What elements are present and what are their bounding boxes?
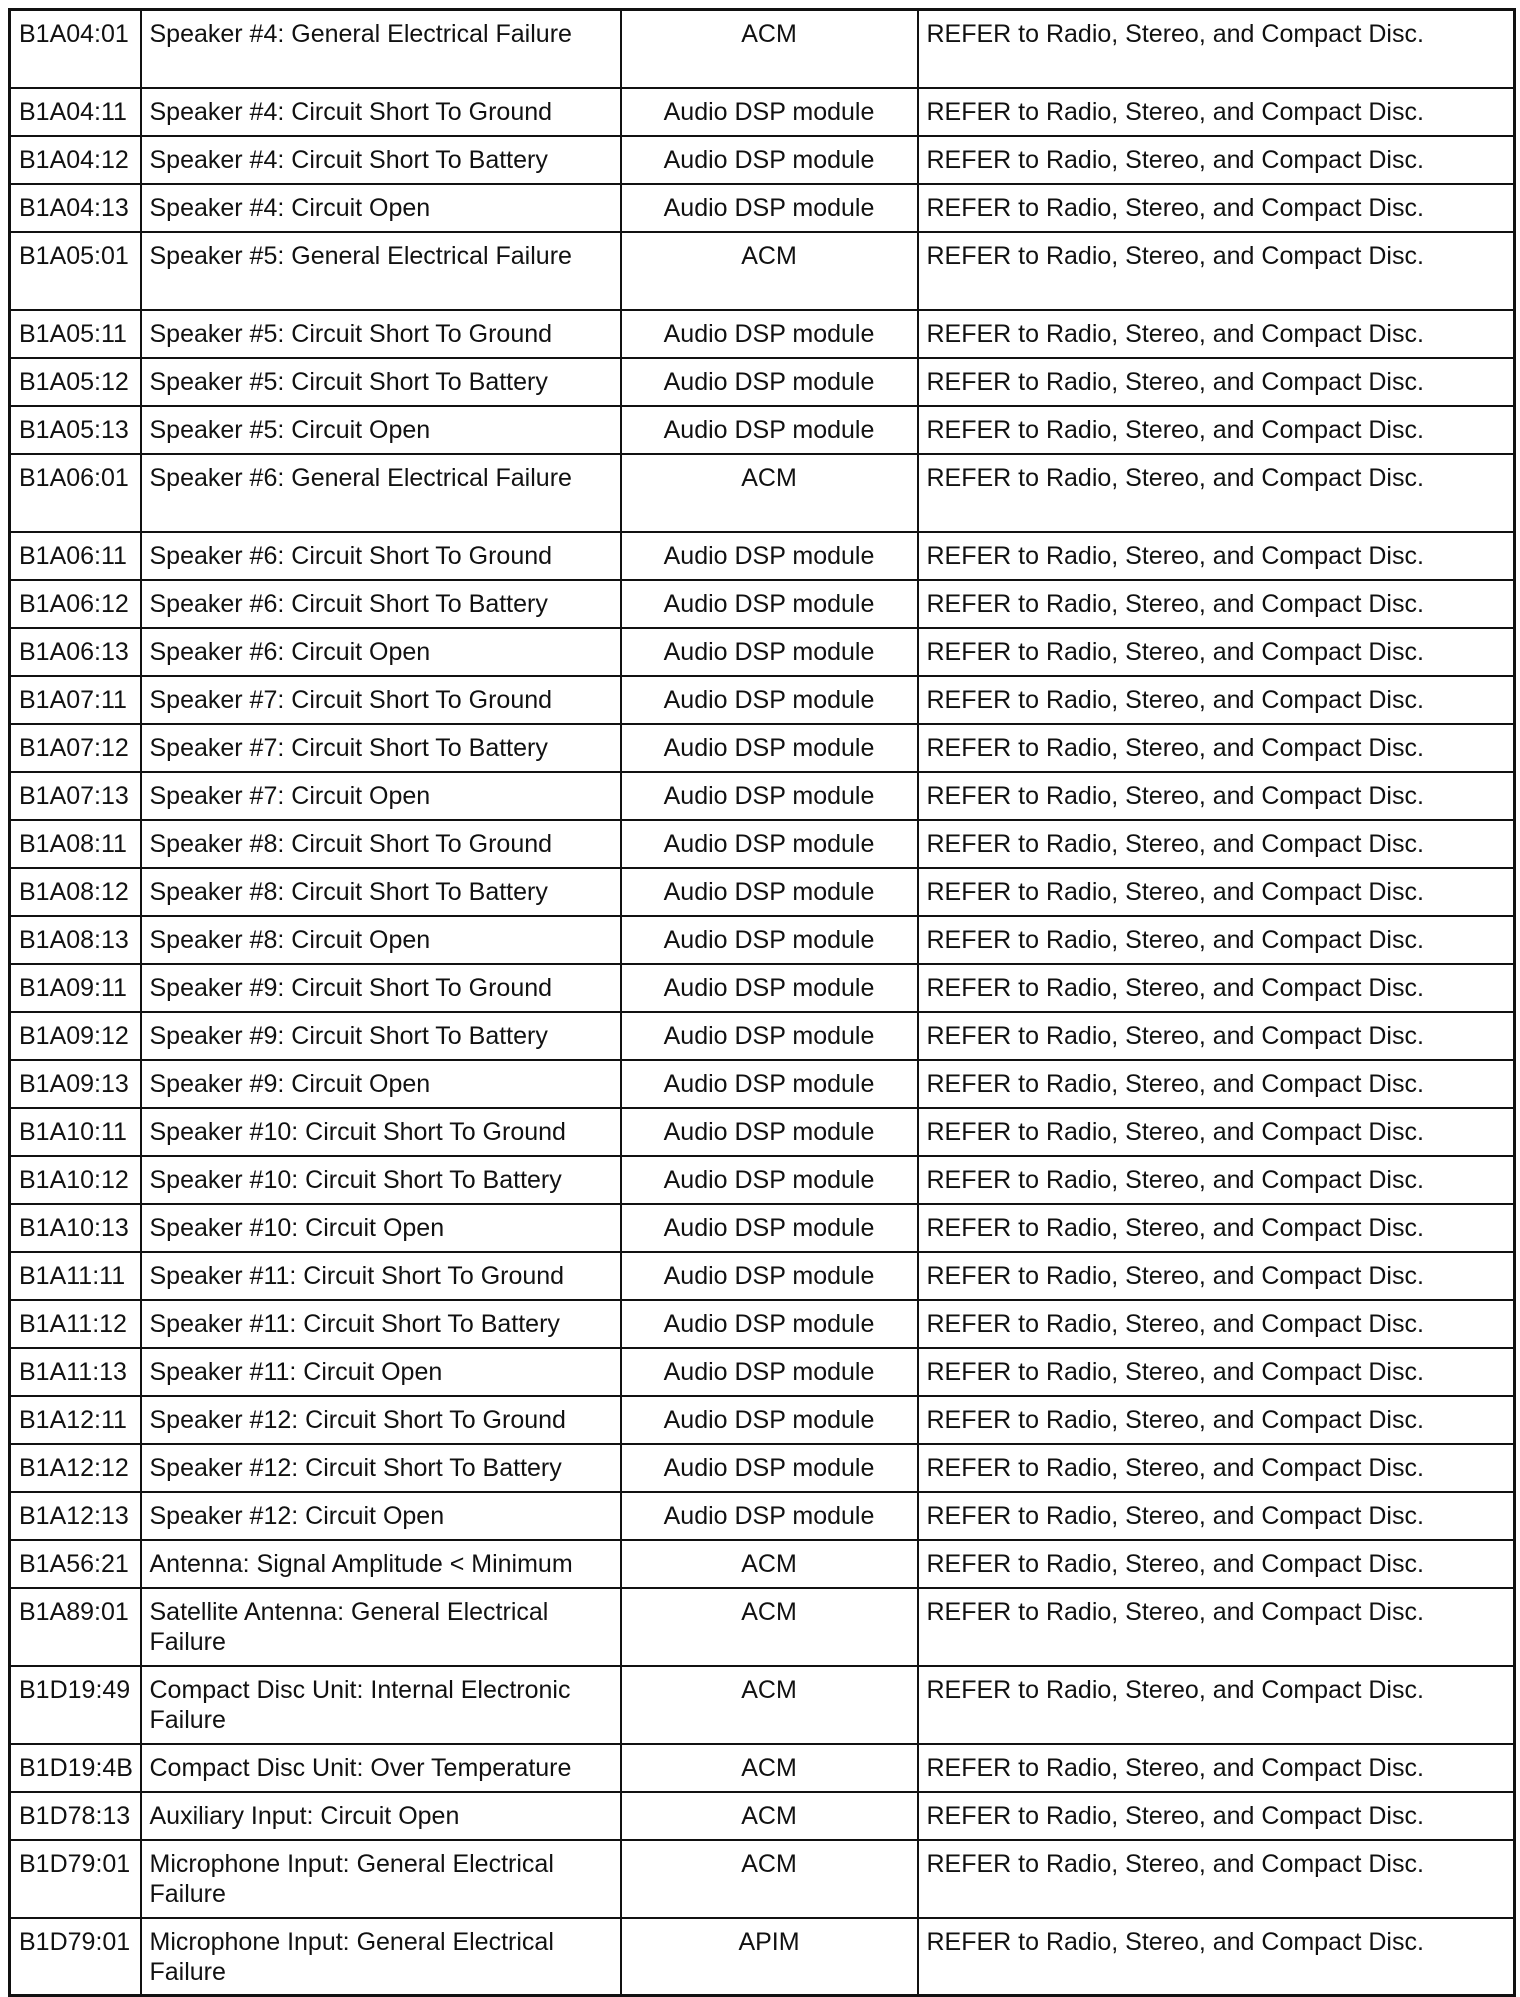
dtc-module-cell: Audio DSP module	[621, 1012, 918, 1060]
dtc-code-cell: B1D79:01	[10, 1918, 141, 1996]
dtc-module-cell: Audio DSP module	[621, 1204, 918, 1252]
table-row	[10, 88, 1515, 136]
dtc-code-cell: B1A05:11	[10, 310, 141, 358]
table-row	[10, 724, 1515, 772]
table-row	[10, 1348, 1515, 1396]
dtc-description-cell: Speaker #8: Circuit Short To Ground	[141, 820, 621, 868]
dtc-description-cell: Speaker #6: Circuit Open	[141, 628, 621, 676]
dtc-module-cell: ACM	[621, 1540, 918, 1588]
dtc-code-cell: B1A11:13	[10, 1348, 141, 1396]
dtc-action-cell: REFER to Radio, Stereo, and Compact Disc.	[918, 1012, 1515, 1060]
table-row	[10, 628, 1515, 676]
dtc-module-cell: ACM	[621, 232, 918, 310]
dtc-description-cell: Speaker #4: Circuit Short To Battery	[141, 136, 621, 184]
dtc-code-cell: B1A04:12	[10, 136, 141, 184]
dtc-code-cell: B1A12:11	[10, 1396, 141, 1444]
dtc-code-cell: B1A04:11	[10, 88, 141, 136]
table-row	[10, 772, 1515, 820]
dtc-action-cell: REFER to Radio, Stereo, and Compact Disc.	[918, 868, 1515, 916]
table-row	[10, 1744, 1515, 1792]
dtc-module-cell: ACM	[621, 1588, 918, 1666]
dtc-code-cell: B1A04:01	[10, 10, 141, 88]
dtc-code-cell: B1A10:12	[10, 1156, 141, 1204]
dtc-code-cell: B1A06:01	[10, 454, 141, 532]
dtc-module-cell: Audio DSP module	[621, 676, 918, 724]
dtc-module-cell: Audio DSP module	[621, 310, 918, 358]
dtc-description-cell: Speaker #11: Circuit Open	[141, 1348, 621, 1396]
dtc-description-cell: Speaker #9: Circuit Short To Ground	[141, 964, 621, 1012]
dtc-code-cell: B1A10:13	[10, 1204, 141, 1252]
dtc-action-cell: REFER to Radio, Stereo, and Compact Disc.	[918, 1666, 1515, 1744]
table-row	[10, 676, 1515, 724]
dtc-module-cell: Audio DSP module	[621, 184, 918, 232]
table-row	[10, 1588, 1515, 1666]
dtc-action-cell: REFER to Radio, Stereo, and Compact Disc.	[918, 88, 1515, 136]
dtc-action-cell: REFER to Radio, Stereo, and Compact Disc.	[918, 676, 1515, 724]
dtc-code-cell: B1A12:13	[10, 1492, 141, 1540]
dtc-action-cell: REFER to Radio, Stereo, and Compact Disc.	[918, 406, 1515, 454]
dtc-code-cell: B1D19:4B	[10, 1744, 141, 1792]
dtc-action-cell: REFER to Radio, Stereo, and Compact Disc.	[918, 1792, 1515, 1840]
table-row	[10, 1204, 1515, 1252]
dtc-action-cell: REFER to Radio, Stereo, and Compact Disc.	[918, 1108, 1515, 1156]
dtc-description-cell: Antenna: Signal Amplitude < Minimum	[141, 1540, 621, 1588]
dtc-code-cell: B1A07:13	[10, 772, 141, 820]
dtc-code-cell: B1A09:12	[10, 1012, 141, 1060]
table-row	[10, 1444, 1515, 1492]
dtc-description-cell: Microphone Input: General Electrical Failure	[141, 1840, 621, 1918]
dtc-action-cell: REFER to Radio, Stereo, and Compact Disc.	[918, 310, 1515, 358]
dtc-module-cell: Audio DSP module	[621, 358, 918, 406]
table-row	[10, 454, 1515, 532]
dtc-module-cell: Audio DSP module	[621, 724, 918, 772]
dtc-code-cell: B1A10:11	[10, 1108, 141, 1156]
dtc-module-cell: ACM	[621, 1840, 918, 1918]
table-row	[10, 1666, 1515, 1744]
dtc-code-cell: B1A11:11	[10, 1252, 141, 1300]
table-row	[10, 184, 1515, 232]
dtc-action-cell: REFER to Radio, Stereo, and Compact Disc.	[918, 10, 1515, 88]
dtc-action-cell: REFER to Radio, Stereo, and Compact Disc.	[918, 1918, 1515, 1996]
dtc-module-cell: Audio DSP module	[621, 1252, 918, 1300]
table-row	[10, 1396, 1515, 1444]
dtc-code-cell: B1A07:12	[10, 724, 141, 772]
dtc-description-cell: Auxiliary Input: Circuit Open	[141, 1792, 621, 1840]
dtc-module-cell: Audio DSP module	[621, 406, 918, 454]
dtc-code-cell: B1A09:11	[10, 964, 141, 1012]
dtc-description-cell: Speaker #4: General Electrical Failure	[141, 10, 621, 88]
dtc-action-cell: REFER to Radio, Stereo, and Compact Disc.	[918, 184, 1515, 232]
dtc-module-cell: Audio DSP module	[621, 1156, 918, 1204]
dtc-description-cell: Speaker #8: Circuit Short To Battery	[141, 868, 621, 916]
dtc-action-cell: REFER to Radio, Stereo, and Compact Disc.	[918, 1156, 1515, 1204]
table-row	[10, 1012, 1515, 1060]
table-row	[10, 406, 1515, 454]
dtc-code-cell: B1A08:11	[10, 820, 141, 868]
dtc-action-cell: REFER to Radio, Stereo, and Compact Disc.	[918, 724, 1515, 772]
dtc-action-cell: REFER to Radio, Stereo, and Compact Disc.	[918, 454, 1515, 532]
dtc-module-cell: Audio DSP module	[621, 916, 918, 964]
dtc-code-cell: B1A06:13	[10, 628, 141, 676]
dtc-module-cell: Audio DSP module	[621, 1444, 918, 1492]
dtc-module-cell: Audio DSP module	[621, 1300, 918, 1348]
dtc-description-cell: Speaker #10: Circuit Short To Ground	[141, 1108, 621, 1156]
dtc-description-cell: Satellite Antenna: General Electrical Failure	[141, 1588, 621, 1666]
table-row	[10, 1540, 1515, 1588]
dtc-code-cell: B1D78:13	[10, 1792, 141, 1840]
dtc-module-cell: Audio DSP module	[621, 868, 918, 916]
dtc-action-cell: REFER to Radio, Stereo, and Compact Disc.	[918, 964, 1515, 1012]
dtc-code-cell: B1D19:49	[10, 1666, 141, 1744]
table-row	[10, 964, 1515, 1012]
table-row	[10, 1060, 1515, 1108]
dtc-description-cell: Speaker #9: Circuit Short To Battery	[141, 1012, 621, 1060]
table-row	[10, 1252, 1515, 1300]
dtc-description-cell: Speaker #7: Circuit Short To Ground	[141, 676, 621, 724]
dtc-action-cell: REFER to Radio, Stereo, and Compact Disc.	[918, 1744, 1515, 1792]
dtc-module-cell: ACM	[621, 10, 918, 88]
dtc-action-cell: REFER to Radio, Stereo, and Compact Disc.	[918, 1300, 1515, 1348]
table-row	[10, 1792, 1515, 1840]
dtc-code-cell: B1D79:01	[10, 1840, 141, 1918]
table-row	[10, 1492, 1515, 1540]
table-row	[10, 532, 1515, 580]
dtc-module-cell: Audio DSP module	[621, 1492, 918, 1540]
dtc-description-cell: Speaker #5: Circuit Short To Battery	[141, 358, 621, 406]
dtc-description-cell: Speaker #5: Circuit Short To Ground	[141, 310, 621, 358]
table-row	[10, 916, 1515, 964]
dtc-action-cell: REFER to Radio, Stereo, and Compact Disc.	[918, 232, 1515, 310]
dtc-action-cell: REFER to Radio, Stereo, and Compact Disc.	[918, 1492, 1515, 1540]
dtc-description-cell: Speaker #4: Circuit Short To Ground	[141, 88, 621, 136]
dtc-module-cell: Audio DSP module	[621, 964, 918, 1012]
dtc-code-cell: B1A08:12	[10, 868, 141, 916]
table-row	[10, 358, 1515, 406]
dtc-description-cell: Speaker #6: Circuit Short To Ground	[141, 532, 621, 580]
dtc-description-cell: Speaker #7: Circuit Open	[141, 772, 621, 820]
dtc-module-cell: Audio DSP module	[621, 1396, 918, 1444]
dtc-action-cell: REFER to Radio, Stereo, and Compact Disc.	[918, 1540, 1515, 1588]
dtc-code-cell: B1A07:11	[10, 676, 141, 724]
dtc-action-cell: REFER to Radio, Stereo, and Compact Disc.	[918, 1204, 1515, 1252]
dtc-module-cell: Audio DSP module	[621, 580, 918, 628]
dtc-action-cell: REFER to Radio, Stereo, and Compact Disc.	[918, 1588, 1515, 1666]
dtc-description-cell: Speaker #5: General Electrical Failure	[141, 232, 621, 310]
dtc-module-cell: Audio DSP module	[621, 772, 918, 820]
dtc-module-cell: ACM	[621, 1666, 918, 1744]
dtc-action-cell: REFER to Radio, Stereo, and Compact Disc.	[918, 580, 1515, 628]
dtc-description-cell: Speaker #10: Circuit Short To Battery	[141, 1156, 621, 1204]
dtc-code-cell: B1A05:01	[10, 232, 141, 310]
dtc-code-cell: B1A05:12	[10, 358, 141, 406]
dtc-description-cell: Speaker #12: Circuit Short To Battery	[141, 1444, 621, 1492]
dtc-code-cell: B1A11:12	[10, 1300, 141, 1348]
dtc-action-cell: REFER to Radio, Stereo, and Compact Disc.	[918, 136, 1515, 184]
dtc-action-cell: REFER to Radio, Stereo, and Compact Disc.	[918, 628, 1515, 676]
dtc-description-cell: Compact Disc Unit: Over Temperature	[141, 1744, 621, 1792]
dtc-description-cell: Microphone Input: General Electrical Failure	[141, 1918, 621, 1996]
dtc-code-cell: B1A56:21	[10, 1540, 141, 1588]
dtc-module-cell: Audio DSP module	[621, 628, 918, 676]
dtc-module-cell: Audio DSP module	[621, 88, 918, 136]
dtc-action-cell: REFER to Radio, Stereo, and Compact Disc.	[918, 1348, 1515, 1396]
table-row	[10, 868, 1515, 916]
table-row	[10, 1156, 1515, 1204]
dtc-action-cell: REFER to Radio, Stereo, and Compact Disc.	[918, 1444, 1515, 1492]
dtc-description-cell: Speaker #7: Circuit Short To Battery	[141, 724, 621, 772]
dtc-description-cell: Speaker #11: Circuit Short To Battery	[141, 1300, 621, 1348]
dtc-module-cell: Audio DSP module	[621, 532, 918, 580]
table-row	[10, 580, 1515, 628]
dtc-code-cell: B1A09:13	[10, 1060, 141, 1108]
dtc-code-cell: B1A12:12	[10, 1444, 141, 1492]
dtc-code-cell: B1A89:01	[10, 1588, 141, 1666]
dtc-description-cell: Speaker #12: Circuit Short To Ground	[141, 1396, 621, 1444]
dtc-description-cell: Speaker #12: Circuit Open	[141, 1492, 621, 1540]
dtc-code-cell: B1A08:13	[10, 916, 141, 964]
dtc-action-cell: REFER to Radio, Stereo, and Compact Disc.	[918, 772, 1515, 820]
dtc-action-cell: REFER to Radio, Stereo, and Compact Disc.	[918, 1396, 1515, 1444]
dtc-code-cell: B1A05:13	[10, 406, 141, 454]
dtc-description-cell: Speaker #6: Circuit Short To Battery	[141, 580, 621, 628]
dtc-description-cell: Speaker #5: Circuit Open	[141, 406, 621, 454]
table-row	[10, 1300, 1515, 1348]
dtc-module-cell: Audio DSP module	[621, 820, 918, 868]
dtc-code-cell: B1A04:13	[10, 184, 141, 232]
dtc-code-cell: B1A06:11	[10, 532, 141, 580]
dtc-description-cell: Speaker #9: Circuit Open	[141, 1060, 621, 1108]
dtc-module-cell: Audio DSP module	[621, 1348, 918, 1396]
table-row	[10, 1918, 1515, 1996]
dtc-description-cell: Speaker #11: Circuit Short To Ground	[141, 1252, 621, 1300]
dtc-action-cell: REFER to Radio, Stereo, and Compact Disc.	[918, 358, 1515, 406]
table-row	[10, 310, 1515, 358]
dtc-description-cell: Speaker #8: Circuit Open	[141, 916, 621, 964]
dtc-action-cell: REFER to Radio, Stereo, and Compact Disc.	[918, 532, 1515, 580]
dtc-code-cell: B1A06:12	[10, 580, 141, 628]
dtc-table-body	[10, 10, 1515, 1996]
dtc-module-cell: APIM	[621, 1918, 918, 1996]
dtc-action-cell: REFER to Radio, Stereo, and Compact Disc.	[918, 1840, 1515, 1918]
dtc-table	[8, 8, 1516, 1997]
dtc-module-cell: Audio DSP module	[621, 136, 918, 184]
dtc-action-cell: REFER to Radio, Stereo, and Compact Disc.	[918, 916, 1515, 964]
table-row	[10, 232, 1515, 310]
dtc-description-cell: Compact Disc Unit: Internal Electronic Failure	[141, 1666, 621, 1744]
dtc-description-cell: Speaker #6: General Electrical Failure	[141, 454, 621, 532]
table-row	[10, 820, 1515, 868]
table-row	[10, 136, 1515, 184]
dtc-module-cell: Audio DSP module	[621, 1108, 918, 1156]
dtc-action-cell: REFER to Radio, Stereo, and Compact Disc.	[918, 1060, 1515, 1108]
dtc-module-cell: ACM	[621, 1744, 918, 1792]
dtc-action-cell: REFER to Radio, Stereo, and Compact Disc.	[918, 820, 1515, 868]
dtc-description-cell: Speaker #10: Circuit Open	[141, 1204, 621, 1252]
table-row	[10, 1108, 1515, 1156]
dtc-module-cell: ACM	[621, 454, 918, 532]
dtc-action-cell: REFER to Radio, Stereo, and Compact Disc.	[918, 1252, 1515, 1300]
dtc-module-cell: ACM	[621, 1792, 918, 1840]
table-row	[10, 10, 1515, 88]
dtc-description-cell: Speaker #4: Circuit Open	[141, 184, 621, 232]
dtc-module-cell: Audio DSP module	[621, 1060, 918, 1108]
